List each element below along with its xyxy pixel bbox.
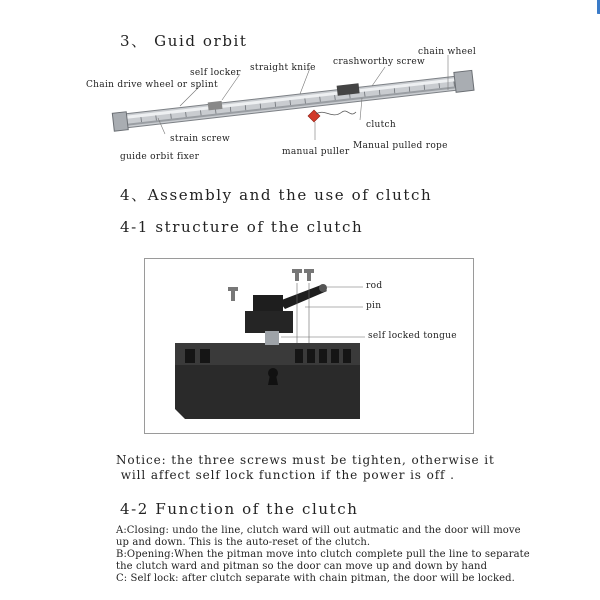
label-chain-wheel: chain wheel	[418, 47, 477, 57]
label-chain-drive-wheel: Chain drive wheel or splint	[86, 80, 218, 90]
section-4-title: 4、Assembly and the use of clutch	[120, 186, 433, 204]
clutch-structure-diagram	[145, 259, 473, 433]
section-4-2-title: 4-2 Function of the clutch	[120, 500, 359, 518]
notice-line-1: Notice: the three screws must be tighten, otherwise it	[116, 453, 495, 467]
label-pin: pin	[366, 301, 382, 311]
label-rod: rod	[366, 281, 383, 291]
section-3-title: 3、 Guid orbit	[120, 32, 248, 50]
function-line-1: A:Closing: undo the line, clutch ward will out autmatic and the door will move	[116, 525, 521, 536]
label-strain-screw: strain screw	[170, 134, 231, 144]
label-self-locker: self locker	[190, 68, 241, 78]
function-line-5: C: Self lock: after clutch separate with chain pitman, the door will be locked.	[116, 573, 515, 584]
label-manual-pulled-rope: Manual pulled rope	[353, 141, 448, 151]
label-guide-orbit-fixer: guide orbit fixer	[120, 152, 200, 162]
function-line-4: the clutch ward and pitman so the door can move up and down by hand	[116, 561, 488, 572]
label-crashworthy-screw: crashworthy screw	[333, 57, 425, 67]
function-line-3: B:Opening:When the pitman move into clutch complete pull the line to separate	[116, 549, 530, 560]
label-clutch: clutch	[366, 120, 396, 130]
label-straight-knife: straight knife	[250, 63, 316, 73]
page-corner-mark	[591, 0, 600, 14]
label-self-locked-tongue: self locked tongue	[368, 331, 457, 341]
function-line-2: up and down. This is the auto-reset of the clutch.	[116, 537, 371, 548]
section-4-1-title: 4-1 structure of the clutch	[120, 218, 364, 236]
label-manual-puller: manual puller	[282, 147, 350, 157]
notice-line-2: will affect self lock function if the power is off .	[116, 468, 455, 482]
